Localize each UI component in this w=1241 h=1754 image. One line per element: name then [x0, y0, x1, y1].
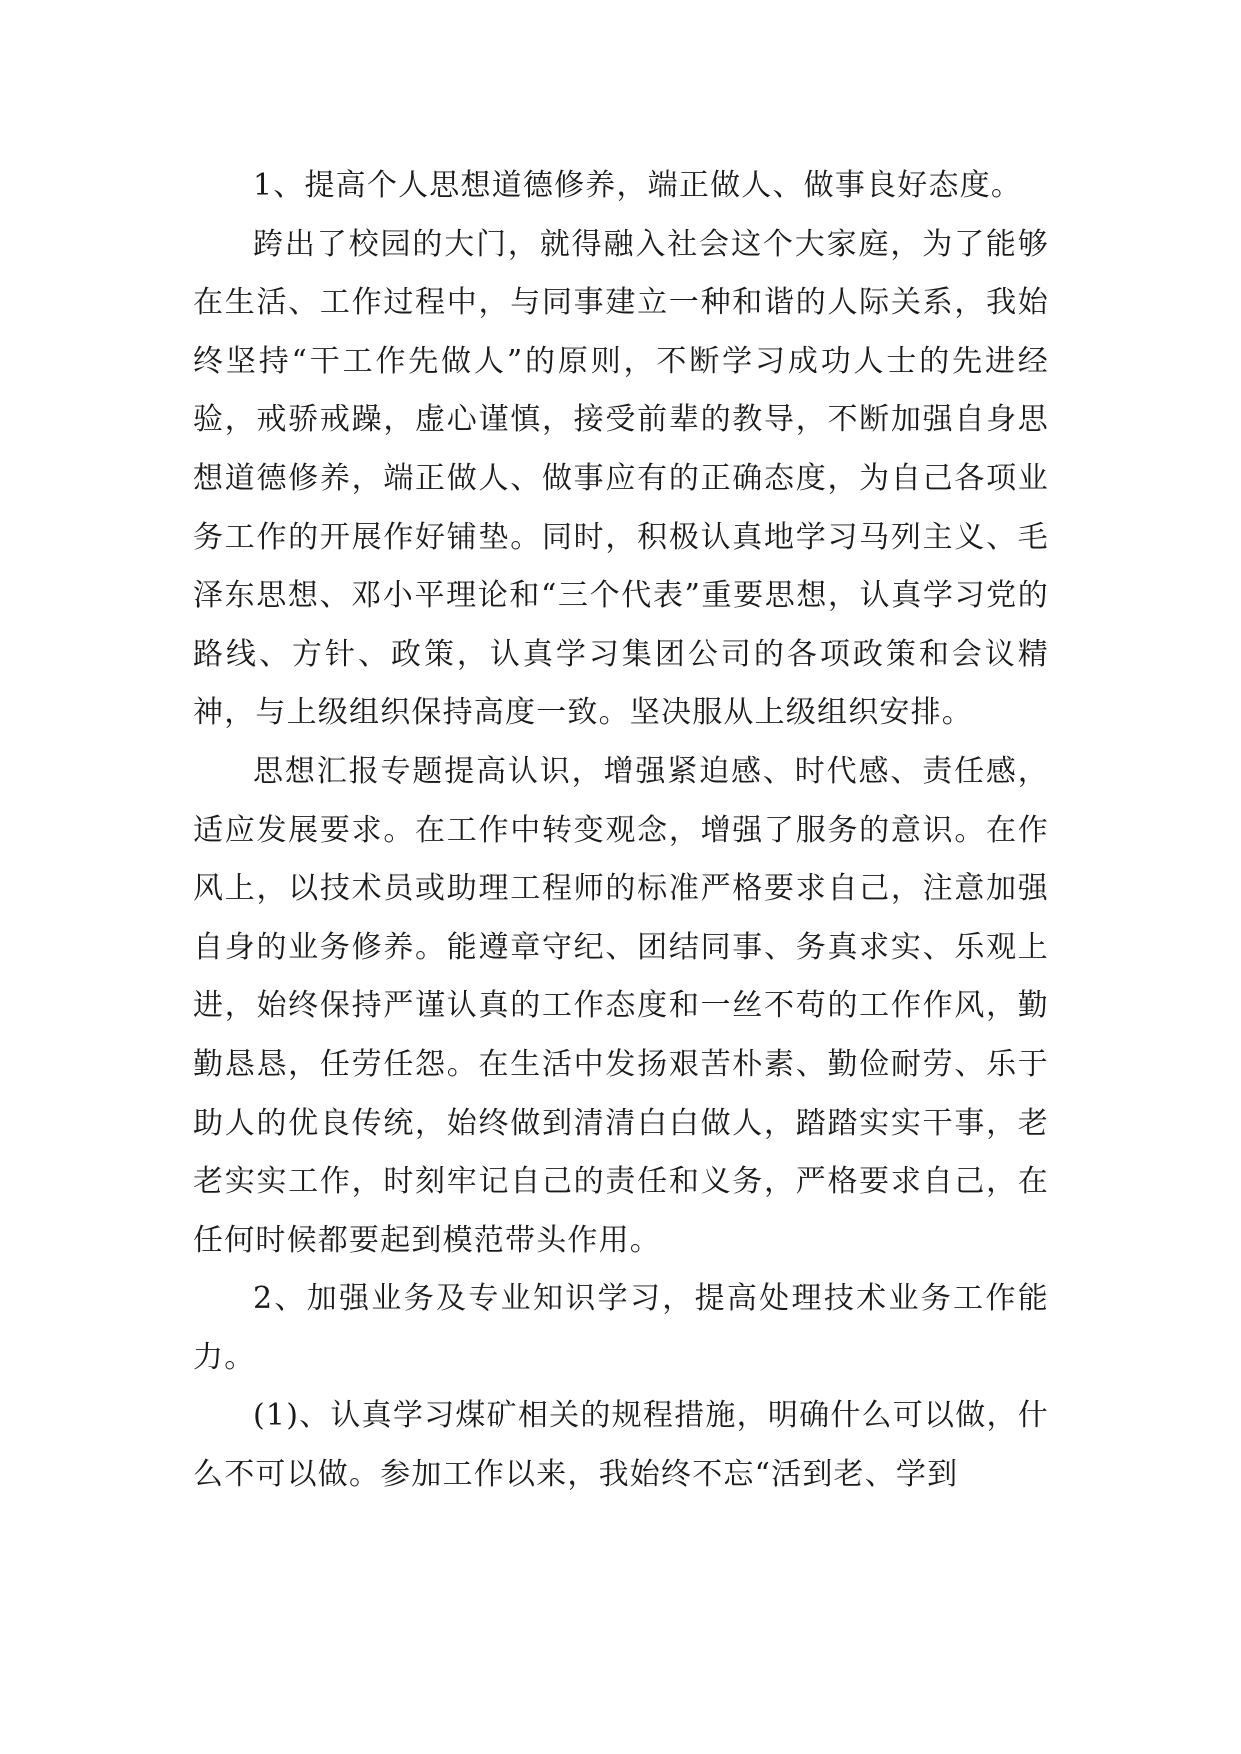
document-body — [193, 157, 1049, 1505]
paragraph-subsection-1: (1)、认真学习煤矿相关的规程措施，明确什么可以做，什么不可以做。参加工作以来，我始终不忘“活到老、学到 — [193, 1398, 1049, 1493]
paragraph-work-attitude: 思想汇报专题提高认识，增强紧迫感、时代感、责任感，适应发展要求。在工作中转变观念，增强了服务的意识。在作风上，以技术员或助理工程师的标准严格要求自己，注意加强自身的业务修养。能遵章守纪、团结同事、务真求实、乐观上进，始终保持严谨认真的工作态度和一丝不苟的工作作风，勤勤恳恳，任劳任怨。在生活中发扬艰苦朴素、勤俭耐劳、乐于助人的优良传统，始终做到清清白白做人，踏踏实实干事，老老实实工作，时刻牢记自己的责任和义务，严格要求自己，在任何时候都要起到模范带头作用。 — [193, 753, 1049, 1258]
paragraph-section-2-heading: 2、加强业务及专业知识学习，提高处理技术业务工作能力。 — [193, 1281, 1049, 1375]
paragraph-section-1-heading: 1、提高个人思想道德修养，端正做人、做事良好态度。 — [253, 168, 1023, 203]
paragraph-moral-cultivation: 跨出了校园的大门，就得融入社会这个大家庭，为了能够在生活、工作过程中，与同事建立一种和谐的人际关系，我始终坚持“干工作先做人”的原则，不断学习成功人士的先进经验，戒骄戒躁，虚心谨慎，接受前辈的教导，不断加强自身思想道德修养，端正做人、做事应有的正确态度，为自己各项业务工作的开展作好铺垫。同时，积极认真地学习马列主义、毛泽东思想、邓小平理论和“三个代表”重要思想，认真学习党的路线、方针、政策，认真学习集团公司的各项政策和会议精神，与上级组织保持高度一致。坚决服从上级组织安排。 — [193, 226, 1049, 731]
